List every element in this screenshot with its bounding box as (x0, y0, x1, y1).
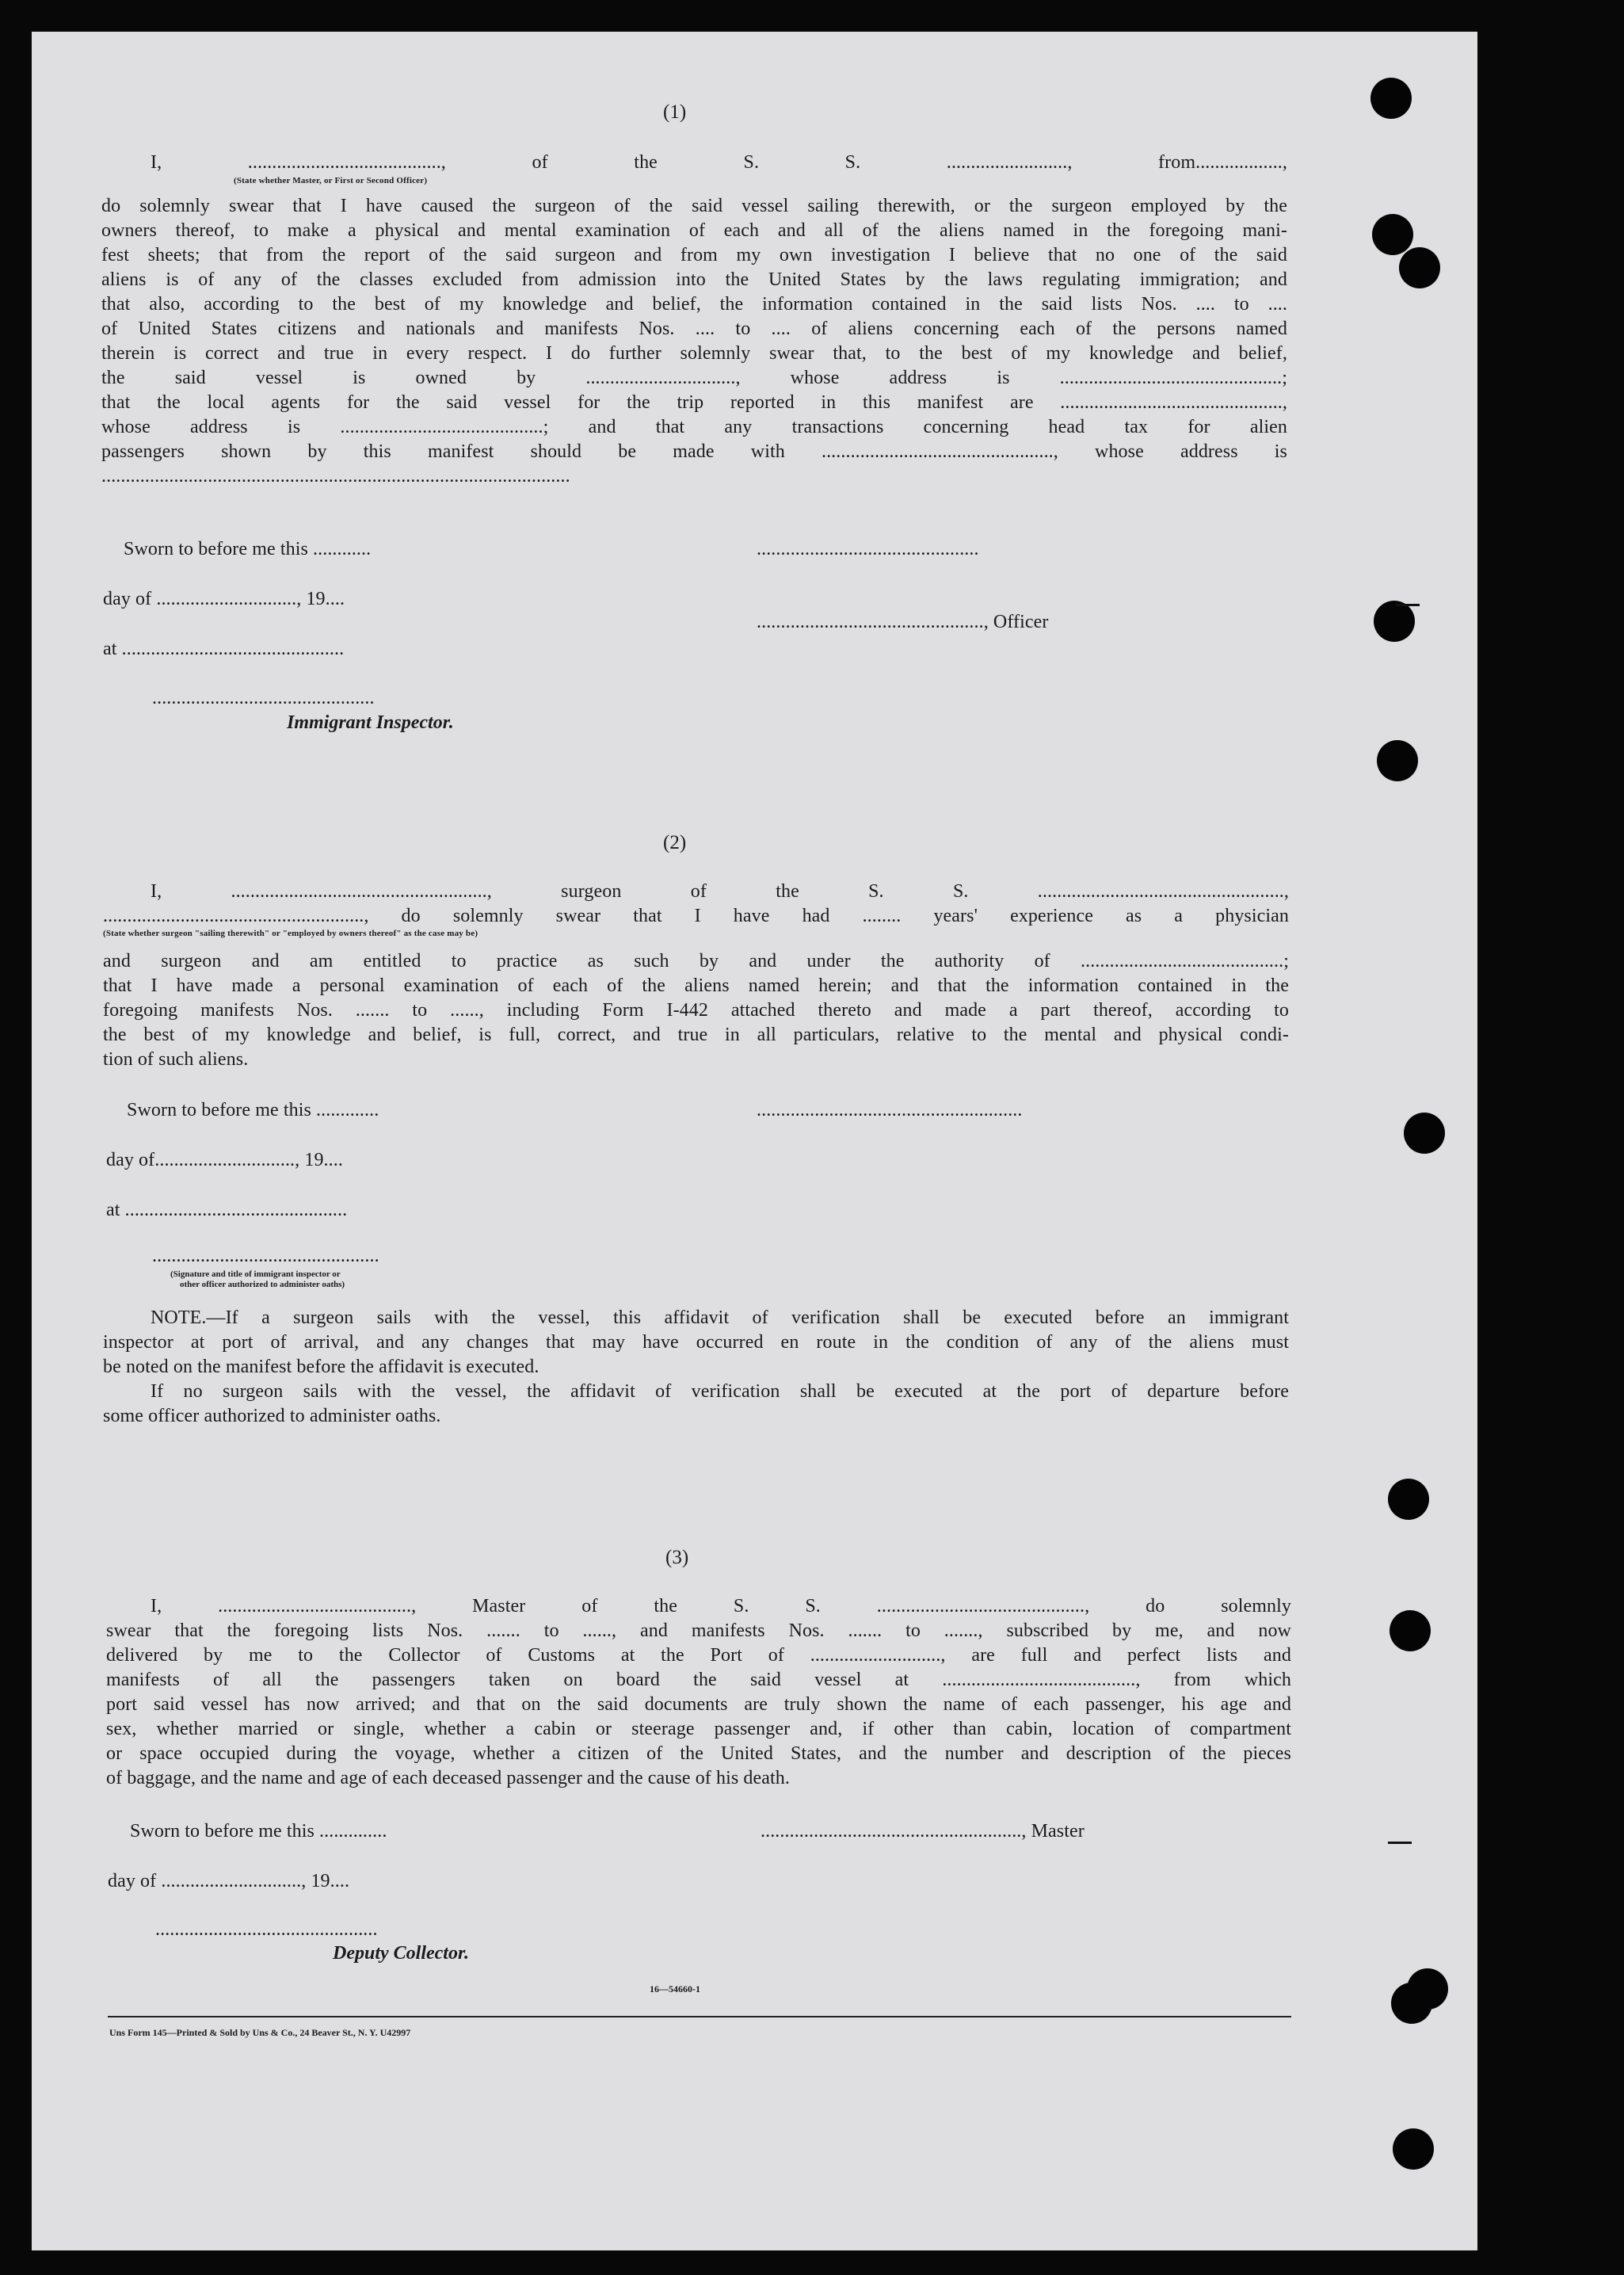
section-2-line: the best of my knowledge and belief, is full, correct, and true in all particulars, relative to the mental and physical condi- (103, 1025, 1289, 1045)
section-3-line: port said vessel has now arrived; and that on the said documents are truly shown the name of each passenger, his age and (106, 1694, 1291, 1715)
edge-mark (1388, 1842, 1412, 1844)
section-1-line: the said vessel is owned by ..............................., whose address is ..............................................; (101, 368, 1287, 388)
section-1-line: do solemnly swear that I have caused the surgeon of the said vessel sailing therewith, or the surgeon employed by the (101, 196, 1287, 216)
section-2-at: at .............................................. (106, 1200, 348, 1220)
section-1-line: whose address is ..........................................; and that any transactions concerning head tax for alien (101, 417, 1287, 437)
section-3-master-line: ......................................................, Master (761, 1821, 1085, 1842)
section-2-first-line: I, ....................................................., surgeon of the S. S. ..................................................., (151, 881, 1289, 902)
section-3-line: manifests of all the passengers taken on board the said vessel at ........................................, from which (106, 1670, 1291, 1690)
punch-hole (1370, 78, 1412, 119)
section-3-line: or space occupied during the voyage, whether a citizen of the United States, and the number and description of the pieces (106, 1743, 1291, 1764)
section-2-line: foregoing manifests Nos. ....... to ......, including Form I-442 attached thereto and made a part thereof, according to (103, 1000, 1289, 1021)
note-line: inspector at port of arrival, and any changes that may have occurred en route in the condition of any of the aliens must (103, 1332, 1289, 1353)
section-2-caption: (State whether surgeon "sailing therewith" or "employed by owners thereof" as the case may be) (103, 929, 478, 938)
section-1-caption: (State whether Master, or First or Second Officer) (234, 176, 428, 185)
section-1-signature-line: .............................................. (152, 688, 375, 708)
footer-rule (108, 2016, 1291, 2017)
section-1-officer-blank: .............................................. (757, 539, 979, 559)
punch-hole (1404, 1113, 1445, 1154)
section-3-day: day of ............................., 19.... (108, 1871, 350, 1891)
section-1-inspector-label: Immigrant Inspector. (287, 712, 454, 733)
section-1-line: fest sheets; that from the report of the said surgeon and from my own investigation I believe that no one of the said (101, 245, 1287, 265)
section-1-line: that also, according to the best of my knowledge and belief, the information contained in the said lists Nos. .... to .... (101, 294, 1287, 315)
section-1-line: that the local agents for the said vessel for the trip reported in this manifest are .............................................., (101, 392, 1287, 413)
punch-hole (1399, 247, 1440, 288)
section-1-number: (1) (663, 101, 687, 123)
section-1-line: passengers shown by this manifest should be made with ................................................, whose address is (101, 441, 1287, 462)
punch-hole (1393, 2128, 1434, 2170)
section-2-number: (2) (663, 832, 687, 853)
manifest-page (32, 32, 1477, 2250)
section-3-sworn: Sworn to before me this .............. (130, 1821, 387, 1842)
section-3-collector-label: Deputy Collector. (333, 1943, 469, 1964)
section-2-signature-caption: (Signature and title of immigrant inspector or other officer authorized to administer oaths) (170, 1269, 345, 1289)
form-footer: Uns Form 145—Printed & Sold by Uns & Co., 24 Beaver St., N. Y. U42997 (109, 2027, 411, 2038)
section-2-line: that I have made a personal examination of each of the aliens named herein; and that the information contained in the (103, 975, 1289, 996)
form-code: 16—54660-1 (650, 1983, 700, 1994)
section-3-line: of baggage, and the name and age of each deceased passenger and the cause of his death. (106, 1768, 790, 1788)
punch-hole (1377, 740, 1418, 781)
section-2-line: and surgeon and am entitled to practice as such by and under the authority of ..........................................; (103, 951, 1289, 971)
punch-hole (1372, 214, 1413, 255)
section-1-line: aliens is of any of the classes excluded from admission into the United States by the laws regulating immigration; and (101, 269, 1287, 290)
section-1-line: of United States citizens and nationals and manifests Nos. .... to .... of aliens concerning each of the persons named (101, 319, 1287, 339)
section-2-day: day of............................., 19.... (106, 1150, 343, 1170)
note-line: some officer authorized to administer oaths. (103, 1406, 441, 1426)
section-3-number: (3) (665, 1547, 689, 1568)
section-2-line: tion of such aliens. (103, 1049, 249, 1070)
section-3-line: swear that the foregoing lists Nos. ....... to ......, and manifests Nos. ....... to ......., subscribed by me, and now (106, 1620, 1291, 1641)
punch-hole (1388, 1479, 1429, 1520)
section-3-line: I, ........................................, Master of the S. S. ..........................................., do solemnly (151, 1596, 1291, 1617)
section-3-line: delivered by me to the Collector of Customs at the Port of ..........................., are full and perfect lists and (106, 1645, 1291, 1666)
section-1-day: day of ............................., 19.... (103, 589, 345, 609)
punch-hole (1390, 1610, 1431, 1651)
section-2-second-line: ......................................................, do solemnly swear that I have had ........ years' experience as a physician (103, 906, 1289, 926)
section-3-signature-line: .............................................. (155, 1919, 378, 1940)
note-line: NOTE.—If a surgeon sails with the vessel, this affidavit of verification shall be executed before an immigrant (151, 1307, 1289, 1328)
note-line: If no surgeon sails with the vessel, the affidavit of verification shall be executed at the port of departure before (151, 1381, 1289, 1402)
section-1-officer-line: ..............................................., Officer (757, 612, 1049, 632)
section-1-line: owners thereof, to make a physical and mental examination of each and all of the aliens named in the foregoing mani- (101, 220, 1287, 241)
section-2-sworn: Sworn to before me this ............. (127, 1100, 379, 1120)
punch-hole (1407, 1968, 1448, 2010)
section-1-line: therein is correct and true in every respect. I do further solemnly swear that, to the best of my knowledge and belief, (101, 343, 1287, 364)
note-line: be noted on the manifest before the affidavit is executed. (103, 1357, 539, 1377)
section-1-at: at .............................................. (103, 639, 345, 659)
section-2-right-blank: ....................................................... (757, 1100, 1023, 1120)
section-1-line: ................................................................................................. (101, 466, 570, 487)
section-1-sworn: Sworn to before me this ............ (124, 539, 372, 559)
section-2-signature-dots: ............................................... (152, 1246, 379, 1266)
edge-mark (1396, 604, 1420, 606)
section-3-line: sex, whether married or single, whether a cabin or steerage passenger and, if other than cabin, location of compartment (106, 1719, 1291, 1739)
punch-hole (1374, 601, 1415, 642)
section-1-first-line: I, ........................................, of the S. S. ........................., from.................., (151, 152, 1287, 173)
